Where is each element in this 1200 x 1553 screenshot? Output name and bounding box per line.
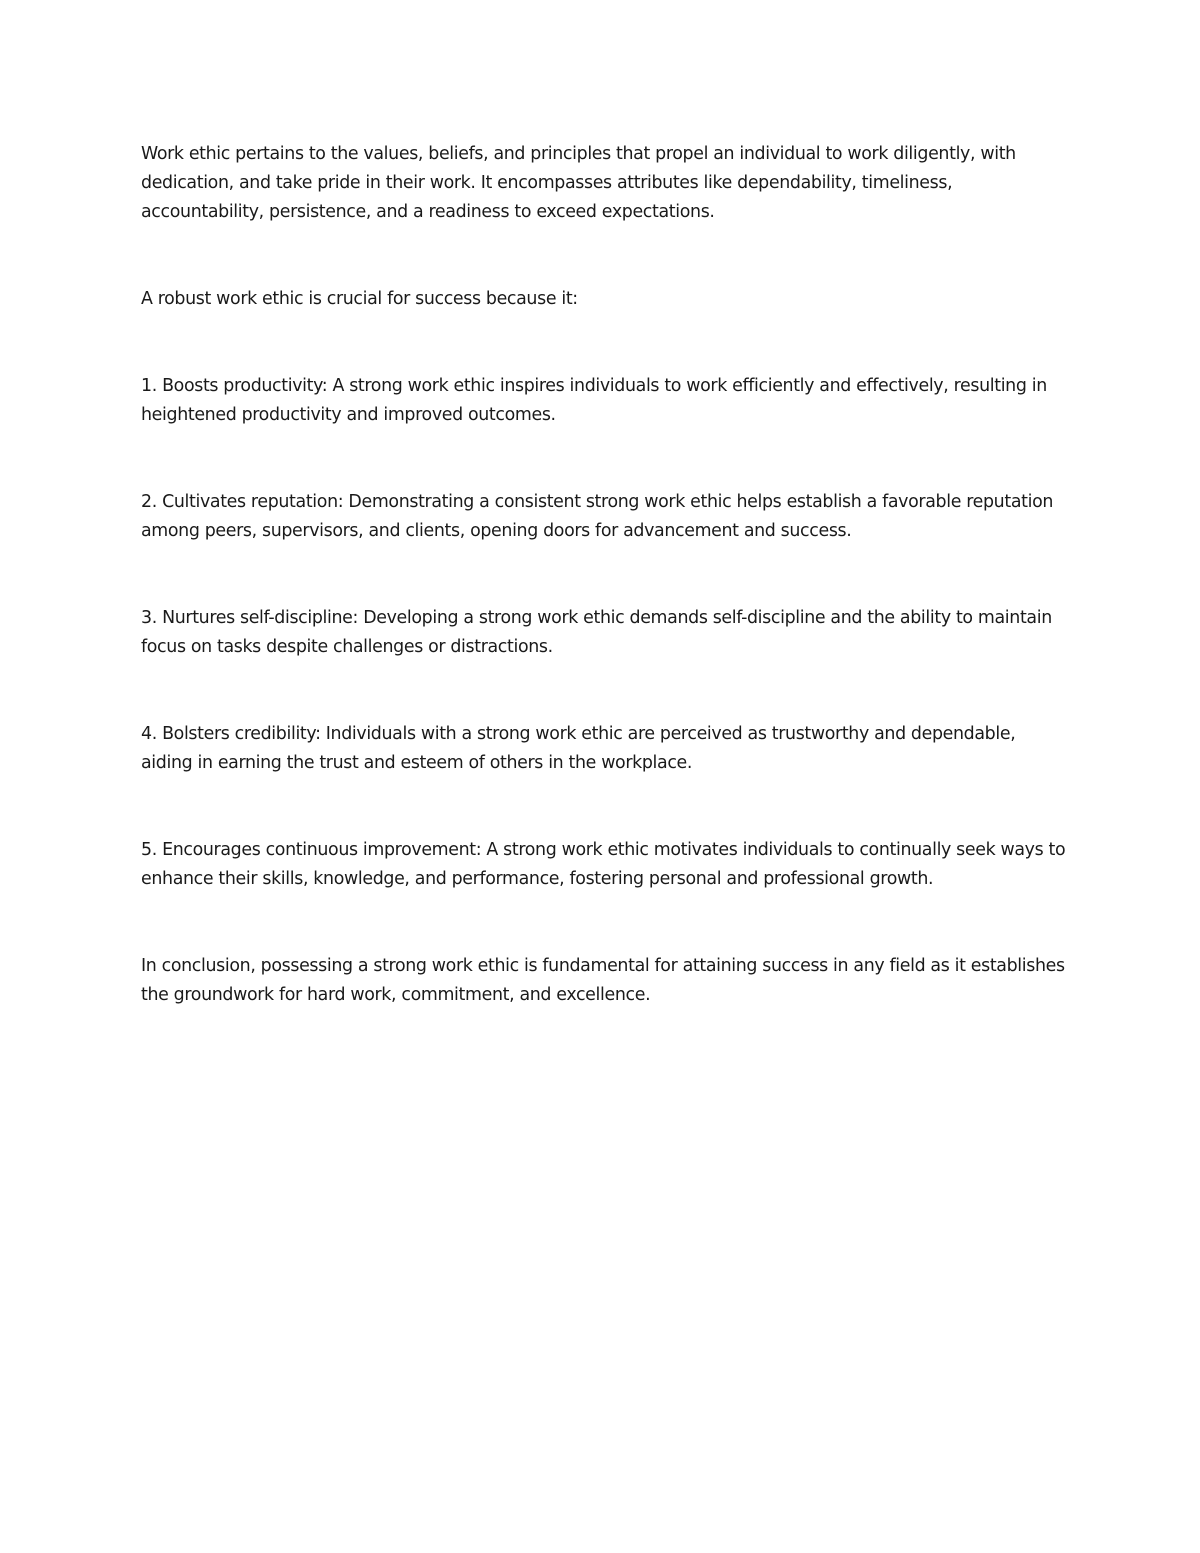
paragraph-spacer — [141, 778, 1071, 836]
list-intro-paragraph: A robust work ethic is crucial for success because it: — [141, 289, 578, 309]
list-item-productivity: 1. Boosts productivity: A strong work ethic inspires individuals to work efficiently and effectively, resulting in heightened productivity and improved outcomes. — [141, 376, 1047, 425]
paragraph-spacer — [141, 227, 1071, 285]
paragraph-spacer — [141, 430, 1071, 488]
paragraph-spacer — [141, 314, 1071, 372]
paragraph-spacer — [141, 546, 1071, 604]
intro-paragraph: Work ethic pertains to the values, beliefs, and principles that propel an individual to work diligently, with dedication, and take pride in their work. It encompasses attributes like dependability, timeliness, accountability, persistence, and a readiness to exceed expectations. — [141, 144, 1016, 222]
list-item-reputation: 2. Cultivates reputation: Demonstrating a consistent strong work ethic helps establish a favorable reputation among peers, supervisors, and clients, opening doors for advancement and success. — [141, 492, 1054, 541]
list-item-improvement: 5. Encourages continuous improvement: A strong work ethic motivates individuals to continually seek ways to enhance their skills, knowledge, and performance, fostering personal and professional growth. — [141, 840, 1066, 889]
paragraph-spacer — [141, 894, 1071, 952]
list-item-self-discipline: 3. Nurtures self-discipline: Developing a strong work ethic demands self-discipline and the ability to maintain focus on tasks despite challenges or distractions. — [141, 608, 1052, 657]
conclusion-paragraph: In conclusion, possessing a strong work ethic is fundamental for attaining success in any field as it establishes the groundwork for hard work, commitment, and excellence. — [141, 956, 1065, 1005]
paragraph-spacer — [141, 662, 1071, 720]
list-item-credibility: 4. Bolsters credibility: Individuals with a strong work ethic are perceived as trustworthy and dependable, aiding in earning the trust and esteem of others in the workplace. — [141, 724, 1016, 773]
document-body — [141, 140, 1071, 1010]
